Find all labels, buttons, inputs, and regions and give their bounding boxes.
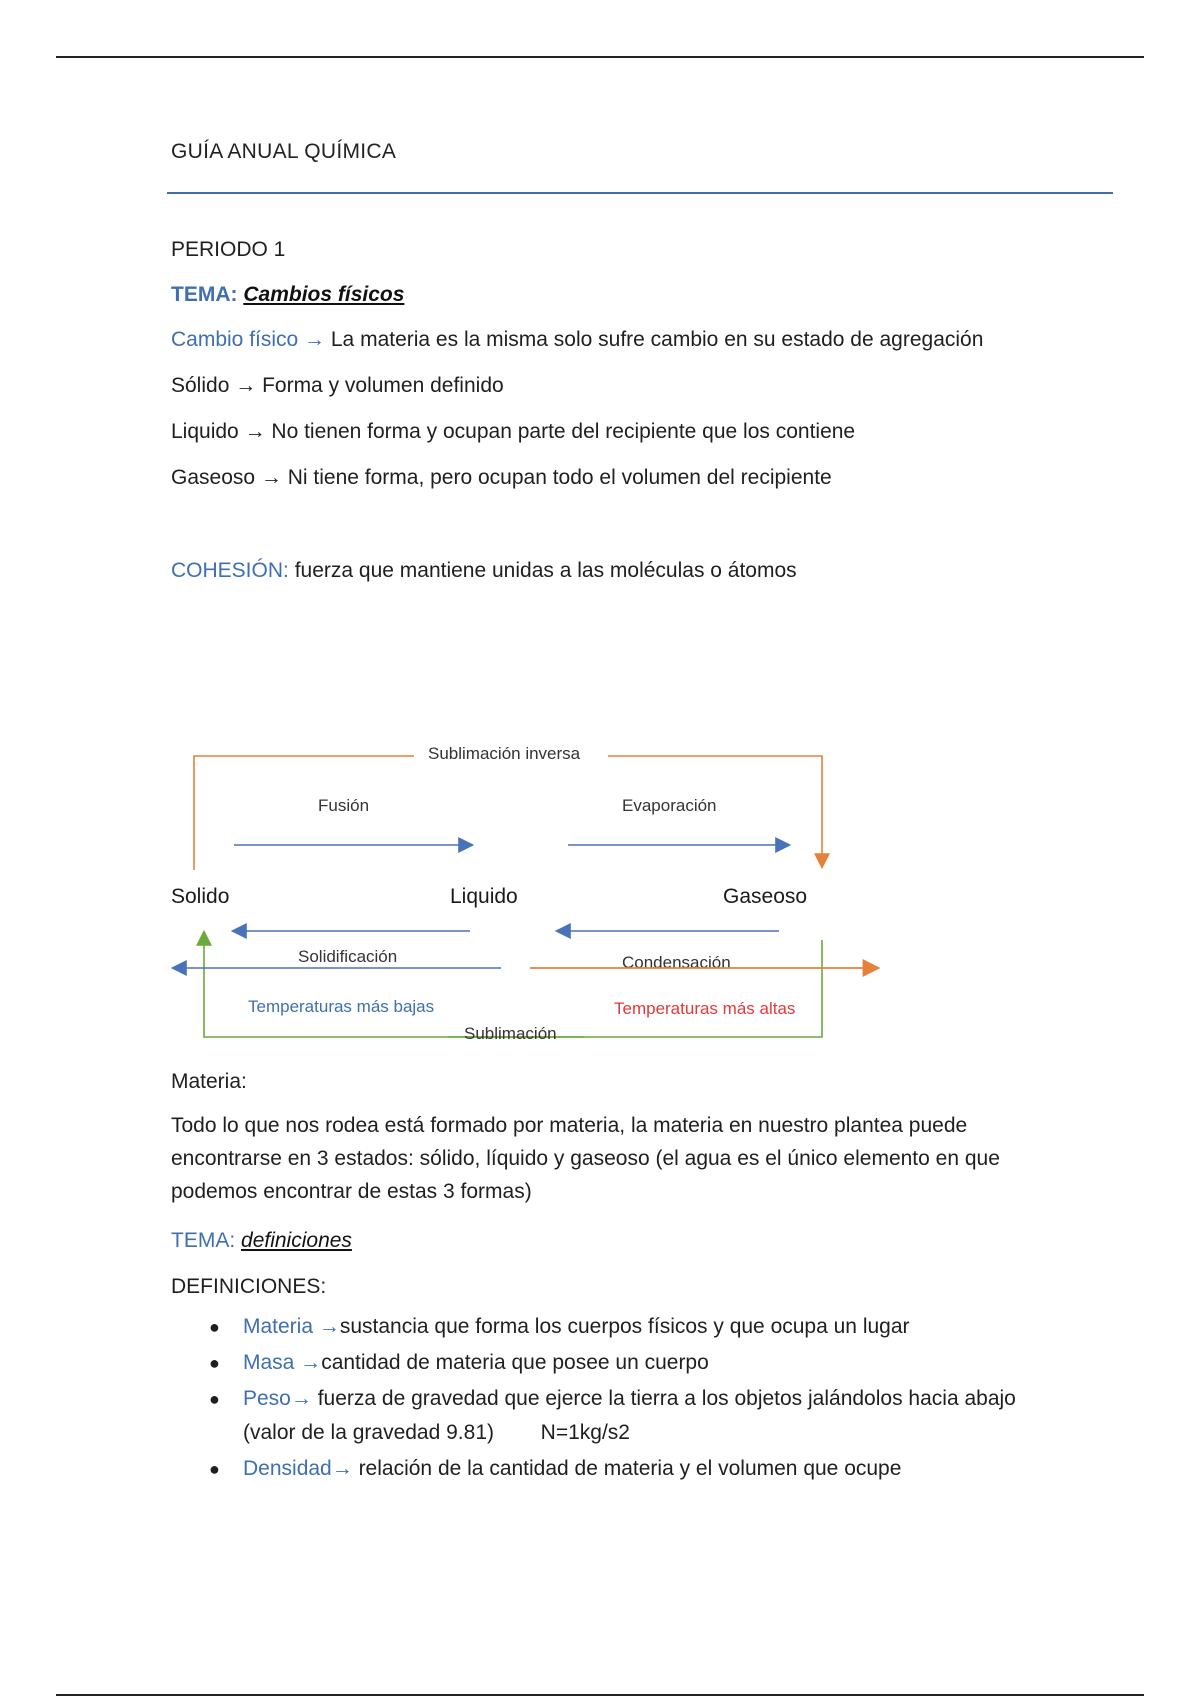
materia-paragraph: Todo lo que nos rodea está formado por materia, la materia en nuestro plantea puede encontrarse en 3 estados: sólido, líquido y gaseoso (el agua es el único elemento en que podemos encontrar de estas 3 formas) [171,1114,1000,1203]
arrow-icon: → [238,420,272,443]
bullet-icon: ● [209,1389,220,1409]
state-gas: Gaseoso [723,885,808,908]
def-text: relación de la cantidad de materia y el volumen que ocupe [352,1457,902,1480]
estado-text: Ni tiene forma, pero ocupan todo el volumen del recipiente [287,466,832,489]
cambio-fisico-term: Cambio físico → [171,328,326,351]
def-term: Masa → [243,1351,322,1374]
temp-high-label: Temperaturas más altas [614,999,796,1018]
materia-heading: Materia: [171,1070,247,1093]
estado-name: Liquido [171,420,239,443]
cohesion-line [171,559,797,583]
estado-liquido-line [171,420,855,444]
state-solid: Solido [171,885,230,908]
estado-text: No tienen forma y ocupan parte del recipiente que los contiene [271,420,856,443]
sublimacion-inversa-arrow [194,756,414,870]
estado-gaseoso-line [171,466,832,490]
tema-cambios-fisicos [171,283,404,307]
label-fusion: Fusión [318,796,370,815]
list-item [211,1346,1031,1380]
page-top-rule [56,56,1144,58]
def-text: sustancia que forma los cuerpos físicos y que ocupa un lugar [339,1315,910,1338]
estado-text: Forma y volumen definido [262,374,504,397]
label-condensacion: Condensación [622,953,731,972]
temp-low-label: Temperaturas más bajas [248,997,435,1016]
label-evaporacion: Evaporación [622,796,717,815]
cohesion-text: fuerza que mantiene unidas a las moléculas o átomos [288,559,797,582]
list-item [211,1382,1031,1450]
header-title: GUÍA ANUAL QUÍMICA [171,140,397,163]
def-text: cantidad de materia que posee un cuerpo [321,1351,709,1374]
def-text: fuerza de gravedad que ejerce la tierra a los objetos jalándolos hacia abajo (valor de la gravedad 9.81) N=1kg/s2 [243,1387,1022,1444]
bullet-icon: ● [209,1317,220,1337]
definiciones-heading: DEFINICIONES: [171,1275,327,1298]
list-item [211,1310,1031,1344]
bullet-icon: ● [209,1459,220,1479]
phase-arrows [171,600,911,1020]
header-rule [167,192,1113,194]
periodo-label: PERIODO 1 [171,238,286,261]
def-term: Materia → [243,1315,340,1338]
tema-value: Cambios físicos [243,283,405,306]
tema-definiciones [171,1229,352,1253]
tema-label: TEMA: [171,283,238,306]
cohesion-term: COHESIÓN: [171,559,289,582]
tema-label: TEMA: [171,1229,236,1252]
state-liquid: Liquido [450,885,518,908]
def-term: Densidad→ [243,1457,353,1480]
page-bottom-rule [56,1694,1144,1696]
phase-change-diagram [171,600,911,1043]
def-term: Peso→ [243,1387,312,1410]
estado-name: Gaseoso [171,466,256,489]
temperature-arrows [171,958,891,978]
label-solidificacion: Solidificación [298,947,398,966]
arrow-icon: → [229,374,263,397]
label-sublimacion: Sublimación [464,1024,557,1043]
document-page [171,140,1121,1480]
list-item [211,1452,1031,1486]
definiciones-list [211,1310,1031,1488]
tema-value: definiciones [241,1229,352,1252]
cambio-fisico-text: La materia es la misma solo sufre cambio en su estado de agregación [325,328,984,351]
bullet-icon: ● [209,1353,220,1373]
arrow-icon: → [255,466,288,489]
estado-name: Sólido [171,374,230,397]
cambio-fisico-line [171,328,983,352]
estado-solido-line [171,374,504,398]
label-sublimacion-inversa: Sublimación inversa [428,744,581,763]
